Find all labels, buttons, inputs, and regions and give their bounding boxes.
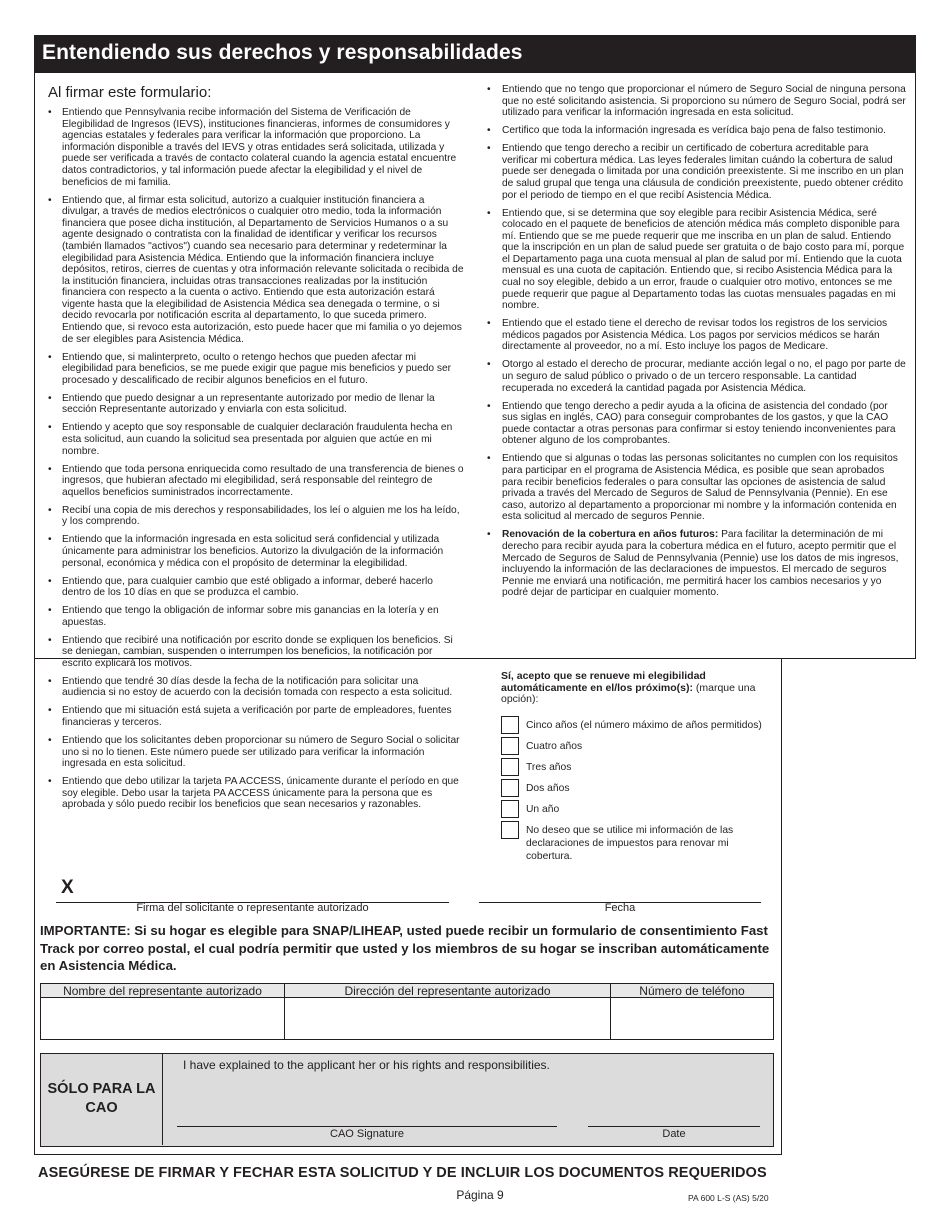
cao-statement: I have explained to the applicant her or his rights and responsibilities. — [183, 1058, 550, 1072]
rep-phone-header: Número de teléfono — [611, 984, 774, 998]
bullet-icon: • — [48, 351, 52, 363]
term-text: Entiendo que no tengo que proporcionar el número de Seguro Social de ninguna persona que no esté solicitando asistencia. Si proporciono su número de Seguro Social, podrá ser utilizado para verificar la información ingresada en esta solicitud. — [502, 84, 906, 119]
term-text: Entiendo que mi situación está sujeta a verificación por parte de empleadores, fuentes financieras y terceros. — [62, 705, 452, 728]
renewal-option-checkbox[interactable] — [501, 716, 519, 734]
term-text: Entiendo que la información ingresada en esta solicitud será confidencial y utilizada únicamente para administrar los beneficios. Autorizo la divulgación de la información personal, económica y médica con el propósito de determinar la elegibilidad. — [62, 534, 444, 569]
term-text: Entiendo que tengo la obligación de informar sobre mis ganancias en la lotería y en apuestas. — [62, 605, 439, 628]
renewal-option — [501, 800, 771, 821]
term-text: Entiendo que, al firmar esta solicitud, autorizo a cualquier institución financiera a divulgar, a través de medios electrónicos o cualquier otro medio, toda la información financiera que posee dicha institución, al Departamento de Servicios Humanos o a su agente designado o contratista con la finalidad de identificar y verificar los recursos (también llamados "activos") cuando sea necesario para determinar y redeterminar la elegibilidad para Asistencia Médica. Entiendo que la información financiera incluye depósitos, retiros, cierres de cuentas y otra información relevante solicitada o recibida de la institución financiera, incluidas otras transacciones realizadas por la institución financiera con respecto a la cuenta o activo. Entiendo que esta autorización estará vigente hasta que la elegibilidad de Asistencia Médica sea denegada o termine, o si decido revocarla por notificación escrita al departamento, lo que suceda primero. Entiendo que, si revoco esta autorización, esto puede hacer que mi familia o yo dejemos de ser elegibles para Asistencia Médica. — [62, 194, 464, 345]
rep-address-field[interactable] — [285, 998, 611, 1040]
term-text: Entiendo que debo utilizar la tarjeta PA ACCESS, únicamente durante el período en que soy elegible. Debo usar la tarjeta PA ACCESS únicamente para la persona que es aprobada y sólo puedo recibir los beneficios que sean necesarios y razonables. — [62, 776, 459, 811]
term-item — [486, 453, 906, 523]
cao-only-box — [40, 1053, 774, 1147]
bullet-icon: • — [48, 463, 52, 475]
term-text: Certifico que toda la información ingresada es verídica bajo pena de falso testimonio. — [502, 125, 886, 137]
rep-phone-field[interactable] — [611, 998, 774, 1040]
bullet-icon: • — [48, 194, 52, 206]
bullet-icon: • — [487, 529, 491, 541]
bullet-icon: • — [48, 575, 52, 587]
renewal-option-label: Cuatro años — [526, 740, 583, 752]
term-item — [40, 422, 464, 457]
renewal-option — [501, 758, 771, 779]
term-item — [486, 143, 906, 201]
bullet-icon: • — [48, 734, 52, 746]
renewal-item — [486, 529, 906, 599]
term-item — [486, 318, 906, 353]
term-text: Entiendo que tendré 30 días desde la fecha de la notificación para solicitar una audiencia si no estoy de acuerdo con la decisión tomada con respecto a esta solicitud. — [62, 675, 453, 699]
cao-signature-label: CAO Signature — [330, 1128, 404, 1140]
renewal-question-bold: Sí, acepto que se renueve mi elegibilidad automáticamente en el/los próximo(s): — [501, 670, 706, 694]
renewal-option — [501, 821, 771, 865]
term-item — [40, 676, 464, 699]
page-title: Entendiendo sus derechos y responsabilidades — [34, 35, 916, 73]
footer-reminder: ASEGÚRESE DE FIRMAR Y FECHAR ESTA SOLICITUD Y DE INCLUIR LOS DOCUMENTOS REQUERIDOS — [38, 1165, 767, 1181]
cao-date-line[interactable] — [588, 1126, 760, 1127]
term-text: Entiendo que puedo designar a un representante autorizado por medio de llenar la sección Representante autorizado y enviarla con esta solicitud. — [62, 392, 435, 416]
page-frame-notch — [781, 658, 916, 659]
term-item — [486, 84, 906, 119]
term-text: Entiendo que los solicitantes deben proporcionar su número de Seguro Social o solicitar uno si no lo tienen. Este número puede ser utilizado para verificar la información ingresada en esta solicitud. — [62, 734, 460, 770]
rep-name-header: Nombre del representante autorizado — [41, 984, 285, 998]
renewal-list — [486, 529, 906, 599]
bullet-icon: • — [487, 453, 491, 465]
cao-date-label: Date — [662, 1128, 686, 1140]
left-terms-list — [40, 107, 464, 811]
renewal-options-block — [501, 671, 771, 865]
signature-label: Firma del solicitante o representante autorizado — [136, 902, 369, 914]
bullet-icon: • — [487, 143, 491, 155]
term-item — [40, 635, 464, 670]
cao-signature-line[interactable] — [177, 1126, 557, 1127]
bullet-icon: • — [48, 422, 52, 434]
term-text: Entiendo que toda persona enriquecida como resultado de una transferencia de bienes o ingresos, que hubieran afectado mi elegibilidad, será responsable del reintegro de aquellos beneficios suministrados incorrectamente. — [62, 463, 464, 498]
term-item — [40, 107, 464, 188]
term-text: Entiendo que, para cualquier cambio que esté obligado a informar, deberé hacerlo dentro de los 10 días en que se produzca el cambio. — [62, 575, 433, 599]
term-item — [40, 464, 464, 499]
renewal-option-label: No deseo que se utilice mi información de las declaraciones de impuestos para renovar mi cobertura. — [526, 824, 734, 862]
term-text: Entiendo que recibiré una notificación por escrito donde se expliquen los beneficios. Si se deniegan, cambian, suspenden o interrumpen los beneficios, la notificación por escrito explicará los motivos. — [62, 634, 453, 669]
rep-name-field[interactable] — [41, 998, 285, 1040]
renewal-option — [501, 737, 771, 758]
term-text: Entiendo que, si se determina que soy elegible para recibir Asistencia Médica, seré colocado en el paquete de beneficios de atención médica más completo disponible para mí. Entiendo que se me puede requerir que me inscriba en un plan de salud. Entiendo que la inscripción en un plan de salud puede ser gratuita o de bajo costo para mí, porque el Departamento paga una cuota mensual al plan de salud por mí. Entiendo que la cuota mensual es una cuota de capitación. Entiendo que, si recibo Asistencia Médica para la cual no soy elegible, debido a un error, fraude o cualquier otro motivo, entonces se me puede requerir que pague al Departamento todas las cuotas mensuales pagadas en mi nombre. — [502, 207, 905, 312]
renewal-option — [501, 716, 771, 737]
renewal-option-label: Un año — [526, 803, 560, 815]
rep-address-header: Dirección del representante autorizado — [285, 984, 611, 998]
term-item — [40, 576, 464, 599]
page-number: Página 9 — [456, 1188, 504, 1202]
term-item — [40, 393, 464, 416]
term-item — [40, 705, 464, 728]
term-item — [40, 195, 464, 346]
term-text: Recibí una copia de mis derechos y responsabilidades, los leí o alguien me los ha leído, y los comprendo. — [62, 504, 460, 528]
bullet-icon: • — [48, 534, 52, 546]
renewal-option-checkbox[interactable] — [501, 821, 519, 839]
left-column — [40, 84, 464, 817]
bullet-icon: • — [48, 392, 52, 404]
bullet-icon: • — [487, 84, 491, 95]
renewal-option-label: Tres años — [526, 761, 572, 773]
cao-only-label: SÓLO PARA LA CAO — [41, 1054, 163, 1145]
bullet-icon: • — [487, 318, 491, 330]
term-text: Entiendo que Pennsylvania recibe información del Sistema de Verificación de Elegibilidad de Ingresos (IEVS), instituciones financieras, informes de consumidores y agencias estatales y federales para verificar la información que proporciono. La información disponible a través del IEVS y otras entidades será solicitada, utilizada y puede ser verificada a través de contacto colateral cuando la agencia estatal encuentre datos contradictorios, y tal información puede afectar la elegibilidad y el nivel de beneficios de mi familia. — [62, 107, 457, 188]
form-code: PA 600 L-S (AS) 5/20 — [688, 1193, 769, 1203]
right-terms-list — [486, 84, 906, 523]
term-text: Entiendo que, si malinterpreto, oculto o retengo hechos que pueden afectar mi elegibilidad para beneficios, se me puede exigir que pague mis beneficios y puedo ser procesado y descalificado de recibir algunos beneficios en el futuro. — [62, 351, 452, 386]
important-notice: IMPORTANTE: Si su hogar es elegible para SNAP/LIHEAP, usted puede recibir un formulario de consentimiento Fast Track por correo postal, el cual podría permitir que usted y los miembros de su hogar se inscriban automáticamente en Asistencia Médica. — [40, 923, 770, 973]
bullet-icon: • — [487, 359, 491, 371]
renewal-option — [501, 779, 771, 800]
renewal-options — [501, 716, 771, 865]
renewal-option-checkbox[interactable] — [501, 758, 519, 776]
renewal-heading: Renovación de la cobertura en años futuros: — [502, 529, 719, 541]
term-item — [40, 534, 464, 569]
term-item — [486, 401, 906, 447]
renewal-option-checkbox[interactable] — [501, 737, 519, 755]
bullet-icon: • — [48, 107, 52, 118]
term-item — [486, 359, 906, 394]
renewal-option-checkbox[interactable] — [501, 779, 519, 797]
bullet-icon: • — [48, 675, 52, 687]
bullet-icon: • — [48, 705, 52, 717]
bullet-icon: • — [48, 504, 52, 516]
representative-table — [40, 983, 774, 1040]
term-item — [40, 605, 464, 628]
intro-text: Al firmar este formulario: — [48, 84, 212, 101]
term-item — [486, 208, 906, 312]
term-text: Otorgo al estado el derecho de procurar, mediante acción legal o no, el pago por parte de un seguro de salud público o privado o de un tercero responsable. La cantidad recuperada no excederá la cantidad pagada por Asistencia Médica. — [502, 359, 906, 394]
renewal-option-label: Cinco años (el número máximo de años permitidos) — [526, 719, 762, 731]
renewal-question-rest: (marque una opción): — [501, 681, 756, 706]
term-item — [40, 776, 464, 811]
bullet-icon: • — [487, 125, 491, 137]
term-text: Entiendo que tengo derecho a recibir un certificado de cobertura acreditable para verificar mi cobertura médica. Las leyes federales limitan cuándo la cobertura de salud puede ser denegada o limitada por una condición preexistente. Si me inscribo en un plan de salud grupal que tenga una cláusula de condición preexistente, puedo obtener crédito por el periodo de tiempo en el que recibí Asistencia Médica. — [502, 143, 904, 201]
bullet-icon: • — [487, 400, 491, 412]
bullet-icon: • — [48, 776, 52, 788]
bullet-icon: • — [48, 634, 52, 646]
term-text: Entiendo que si algunas o todas las personas solicitantes no cumplen con los requisitos para participar en el programa de Asistencia Médica, es posible que sean aprobados para recibir beneficios federales o para consultar las opciones de asistencia de salud privada a través del Mercado de Seguros de Salud de Pennsylvania (Pennie). En ese caso, autorizo al departamento a proporcionar mi nombre y la información contenida en esta solicitud al mercado de seguros Pennie. — [502, 453, 898, 523]
renewal-option-label: Dos años — [526, 782, 570, 794]
renewal-text: Para facilitar la determinación de mi derecho para recibir ayuda para la cobertura médica en el futuro, acepto permitir que el Mercado de Seguros de Salud de Pennsylvania (Pennie) use los datos de mis ingresos, incluyendo la información de las declaraciones de impuestos. El mercado de seguros Pennie me enviará una notificación, me permitirá hacer los cambios necesarios y yo podré dejar de participar en cualquier momento. — [502, 529, 899, 599]
term-text: Entiendo y acepto que soy responsable de cualquier declaración fraudulenta hecha en esta solicitud, aun cuando la solicitud sea presentada por alguien que actúe en mi nombre. — [62, 422, 453, 457]
term-item — [40, 352, 464, 387]
date-label: Fecha — [604, 902, 636, 914]
renewal-question — [501, 671, 771, 706]
term-item — [40, 735, 464, 770]
term-text: Entiendo que el estado tiene el derecho de revisar todos los registros de los servicios médicos pagados por Asistencia Médica. Los pagos por servicios médicos se harán directamente al proveedor, no a mí. Esto incluye los pagos de Medicare. — [502, 318, 888, 353]
renewal-option-checkbox[interactable] — [501, 800, 519, 818]
term-text: Entiendo que tengo derecho a pedir ayuda a la oficina de asistencia del condado (por sus siglas en inglés, CAO) para conseguir comprobantes de los gastos, y que la CAO puede contactar a otras personas para confirmar si estoy teniendo inconvenientes para obtener alguno de los comprobantes. — [502, 400, 896, 447]
signature-x-mark: X — [61, 877, 74, 898]
bullet-icon: • — [487, 207, 491, 219]
term-item — [486, 125, 906, 137]
right-column — [486, 84, 906, 605]
bullet-icon: • — [48, 605, 52, 617]
term-item — [40, 505, 464, 528]
